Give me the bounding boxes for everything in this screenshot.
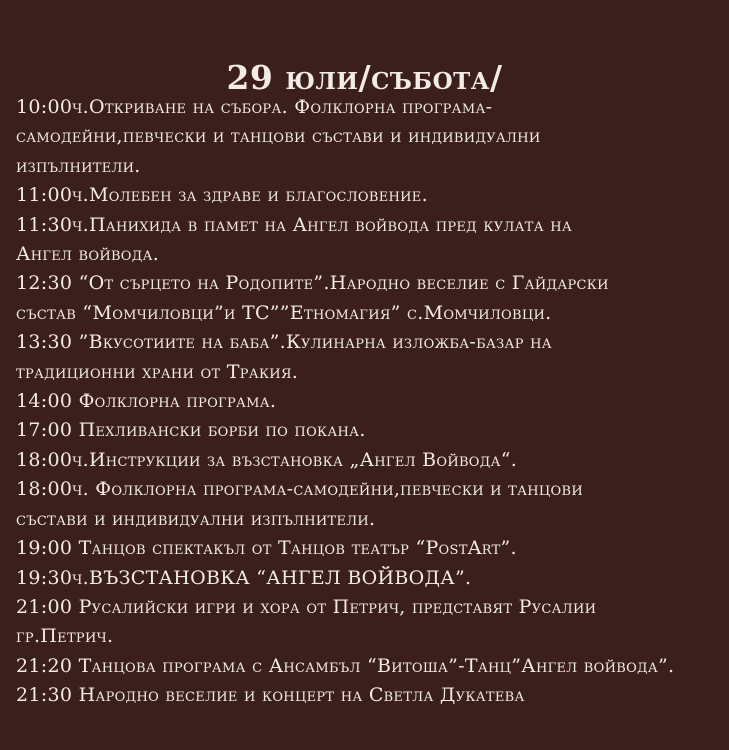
schedule-line: самодейни,певчески и танцови състави и индивидуални <box>16 125 541 148</box>
schedule-line: 11:00ч.Молебен за здраве и благословение. <box>16 184 428 207</box>
schedule-line: 10:00ч.Откриване на събора. Фолклорна програма- <box>16 96 493 118</box>
schedule-line: 21:20 Танцова програма с Ансамбъл “Витоша”-Танц”Ангел войвода”. <box>16 654 675 677</box>
schedule-line: Ангел войвода. <box>16 243 160 266</box>
schedule-line: 17:00 Пехливански борби по покана. <box>16 419 366 442</box>
schedule-line: 12:30 “От сърцето на Родопите”.Народно веселие с Гайдарски <box>16 272 609 295</box>
schedule-line: 19:00 Танцов спектакъл от Танцов театър “PostArt”. <box>16 537 517 560</box>
page-title: 29 юли/събота/ <box>226 58 503 98</box>
schedule-line: състави и индивидуални изпълнители. <box>16 507 376 530</box>
schedule-list <box>16 93 721 711</box>
schedule-line: 14:00 Фолклорна програма. <box>16 390 277 413</box>
schedule-line: 18:00ч. Фолклорна програма-самодейни,певчески и танцови <box>16 478 583 501</box>
schedule-line: 13:30 ”Вкусотиите на баба”.Кулинарна изложба-базар на <box>16 331 552 354</box>
schedule-line: състав “Момчиловци”и ТС””Етномагия” с.Момчиловци. <box>16 301 552 324</box>
schedule-line: 21:00 Русалийски игри и хора от Петрич, представят Русалии <box>16 595 597 618</box>
schedule-line: изпълнители. <box>16 154 141 177</box>
schedule-line: гр.Петрич. <box>16 625 114 648</box>
schedule-line: 18:00ч.Инструкции за възстановка „Ангел Войвода“. <box>16 448 518 471</box>
schedule-line: 19:30ч.ВЪЗСТАНОВКА “АНГЕЛ ВОЙВОДА”. <box>16 566 472 589</box>
schedule-line: 11:30ч.Панихида в памет на Ангел войвода пред кулата на <box>16 213 572 236</box>
schedule-line: традиционни храни от Тракия. <box>16 360 299 383</box>
schedule-line: 21:30 Народно веселие и концерт на Светла Дукатева <box>16 684 525 707</box>
